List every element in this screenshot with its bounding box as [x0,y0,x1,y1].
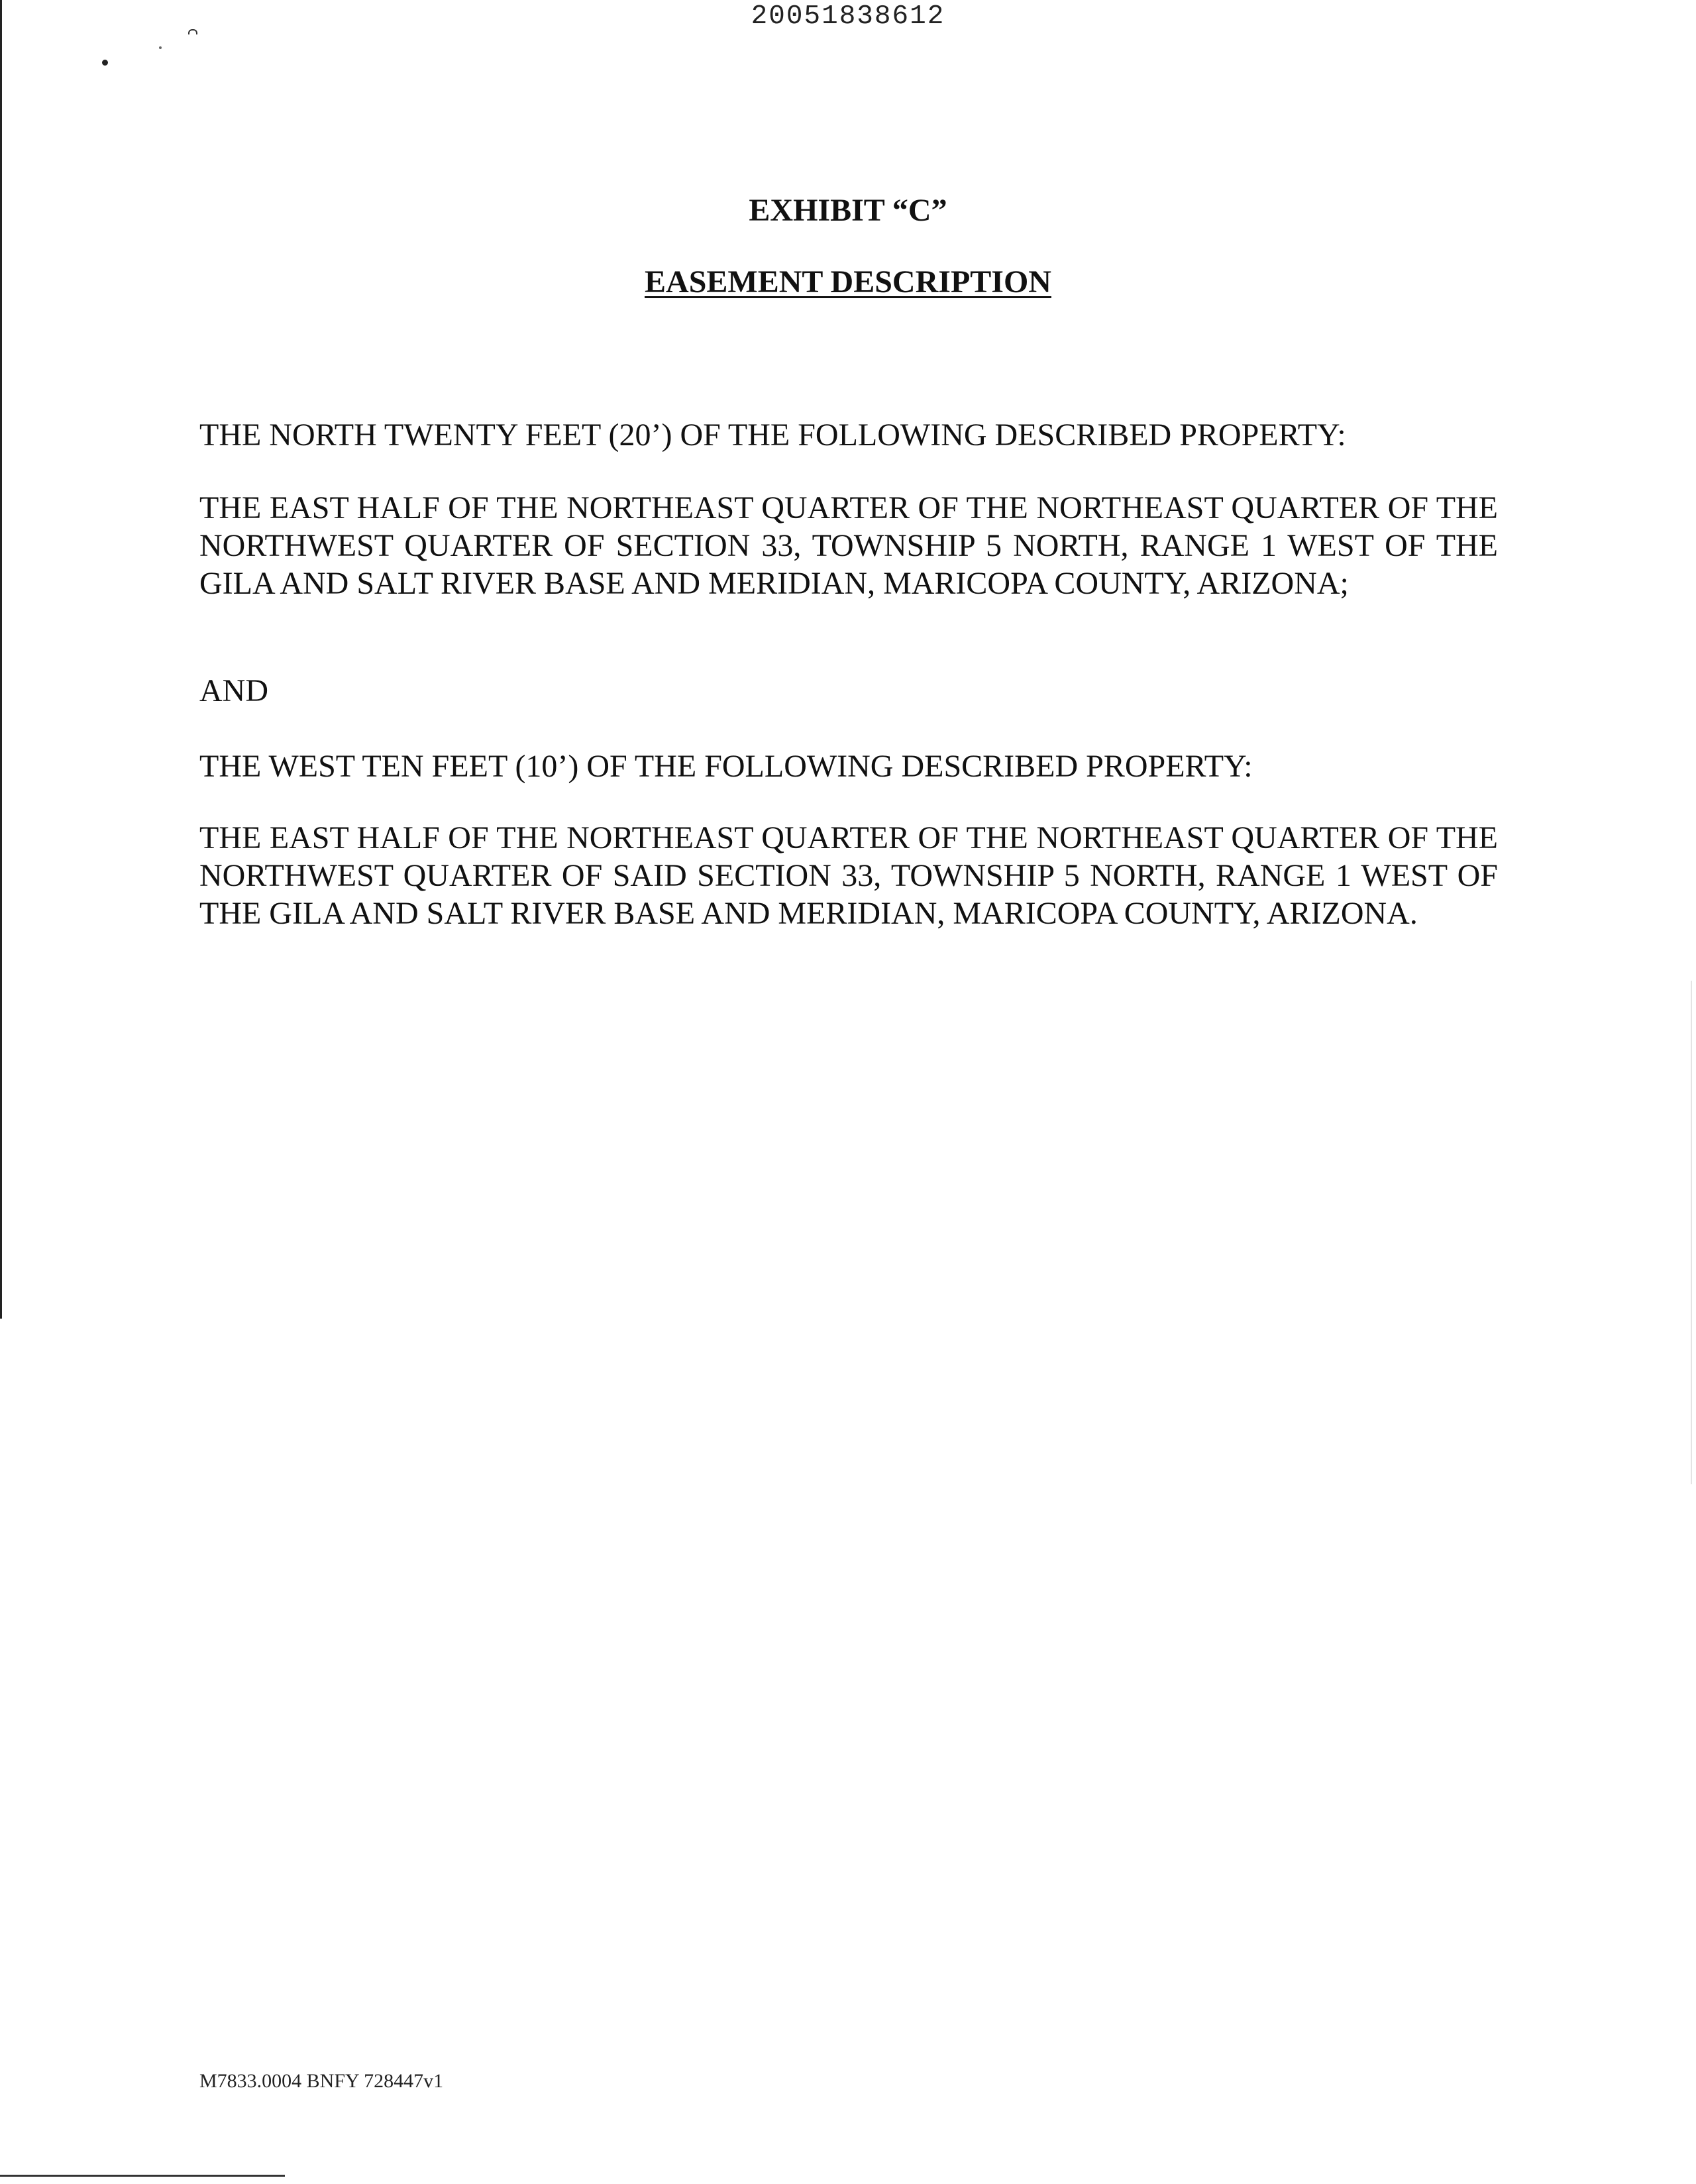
paragraph-first-legal-description: THE EAST HALF OF THE NORTHEAST QUARTER OF THE NORTHEAST QUARTER OF THE NORTHWEST QUARTER OF SECTION 33, TOWNSHIP 5 NORTH, RANGE 1 WEST OF THE GILA AND SALT RIVER BASE AND MERIDIAN, MARICOPA COUNTY, ARIZONA; [199,490,1498,601]
scan-bottom-line [0,2175,285,2177]
section-heading [0,264,1696,300]
exhibit-title: EXHIBIT “C” [749,193,947,228]
scan-right-line [1691,981,1692,1484]
scan-speck [159,46,162,49]
section-heading-text: EASEMENT DESCRIPTION [645,264,1051,300]
recording-number: 20051838612 [751,1,945,32]
scan-speck [102,60,108,66]
paragraph-west-ten-feet: THE WEST TEN FEET (10’) OF THE FOLLOWING DESCRIBED PROPERTY: [199,749,1253,784]
paragraph-north-twenty-feet: THE NORTH TWENTY FEET (20’) OF THE FOLLOWING DESCRIBED PROPERTY: [199,417,1346,453]
paragraph-and: AND [199,673,268,708]
footer-document-code: M7833.0004 BNFY 728447v1 [199,2070,444,2092]
paragraph-second-legal-description: THE EAST HALF OF THE NORTHEAST QUARTER OF THE NORTHEAST QUARTER OF THE NORTHWEST QUARTER OF SAID SECTION 33, TOWNSHIP 5 NORTH, RANGE 1 WEST OF THE GILA AND SALT RIVER BASE AND MERIDIAN, MARICOPA COUNTY, ARIZONA. [199,820,1498,931]
